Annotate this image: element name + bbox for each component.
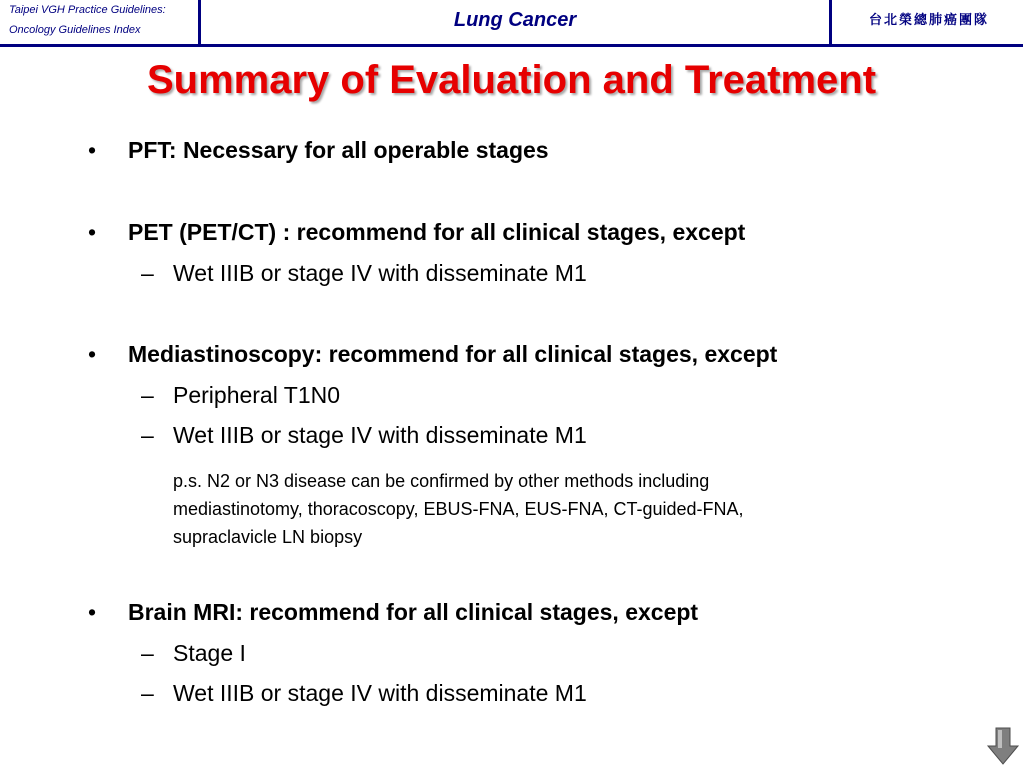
bullet-pft: • PFT: Necessary for all operable stages: [128, 137, 549, 164]
guidelines-title: Taipei VGH Practice Guidelines:: [9, 4, 166, 16]
bullet-mediastinoscopy: • Mediastinoscopy: recommend for all clinical stages, except: [128, 341, 777, 368]
sub-item: – Wet IIIB or stage IV with disseminate M1: [173, 680, 587, 707]
ps-note: [173, 467, 933, 551]
guidelines-index-link[interactable]: Oncology Guidelines Index: [9, 24, 141, 36]
sub-item: – Wet IIIB or stage IV with disseminate M1: [173, 422, 587, 449]
bullet-brain-mri: • Brain MRI: recommend for all clinical stages, except: [128, 599, 698, 626]
sub-item: – Stage I: [173, 640, 246, 667]
topic-title: Lung Cancer: [453, 9, 577, 31]
sub-item: – Peripheral T1N0: [173, 382, 340, 409]
down-arrow-icon[interactable]: [985, 726, 1021, 766]
ps-note-line: p.s. N2 or N3 disease can be confirmed by other methods including: [173, 471, 710, 491]
slide-title: Summary of Evaluation and Treatment: [146, 58, 877, 102]
ps-note-line: mediastinotomy, thoracoscopy, EBUS-FNA, EUS-FNA, CT-guided-FNA,: [173, 499, 744, 519]
sub-item: – Wet IIIB or stage IV with disseminate M1: [173, 260, 587, 287]
bullet-pet: • PET (PET/CT) : recommend for all clinical stages, except: [128, 219, 745, 246]
ps-note-line: supraclavicle LN biopsy: [173, 527, 363, 547]
team-name: 台北榮總肺癌團隊: [868, 12, 989, 27]
